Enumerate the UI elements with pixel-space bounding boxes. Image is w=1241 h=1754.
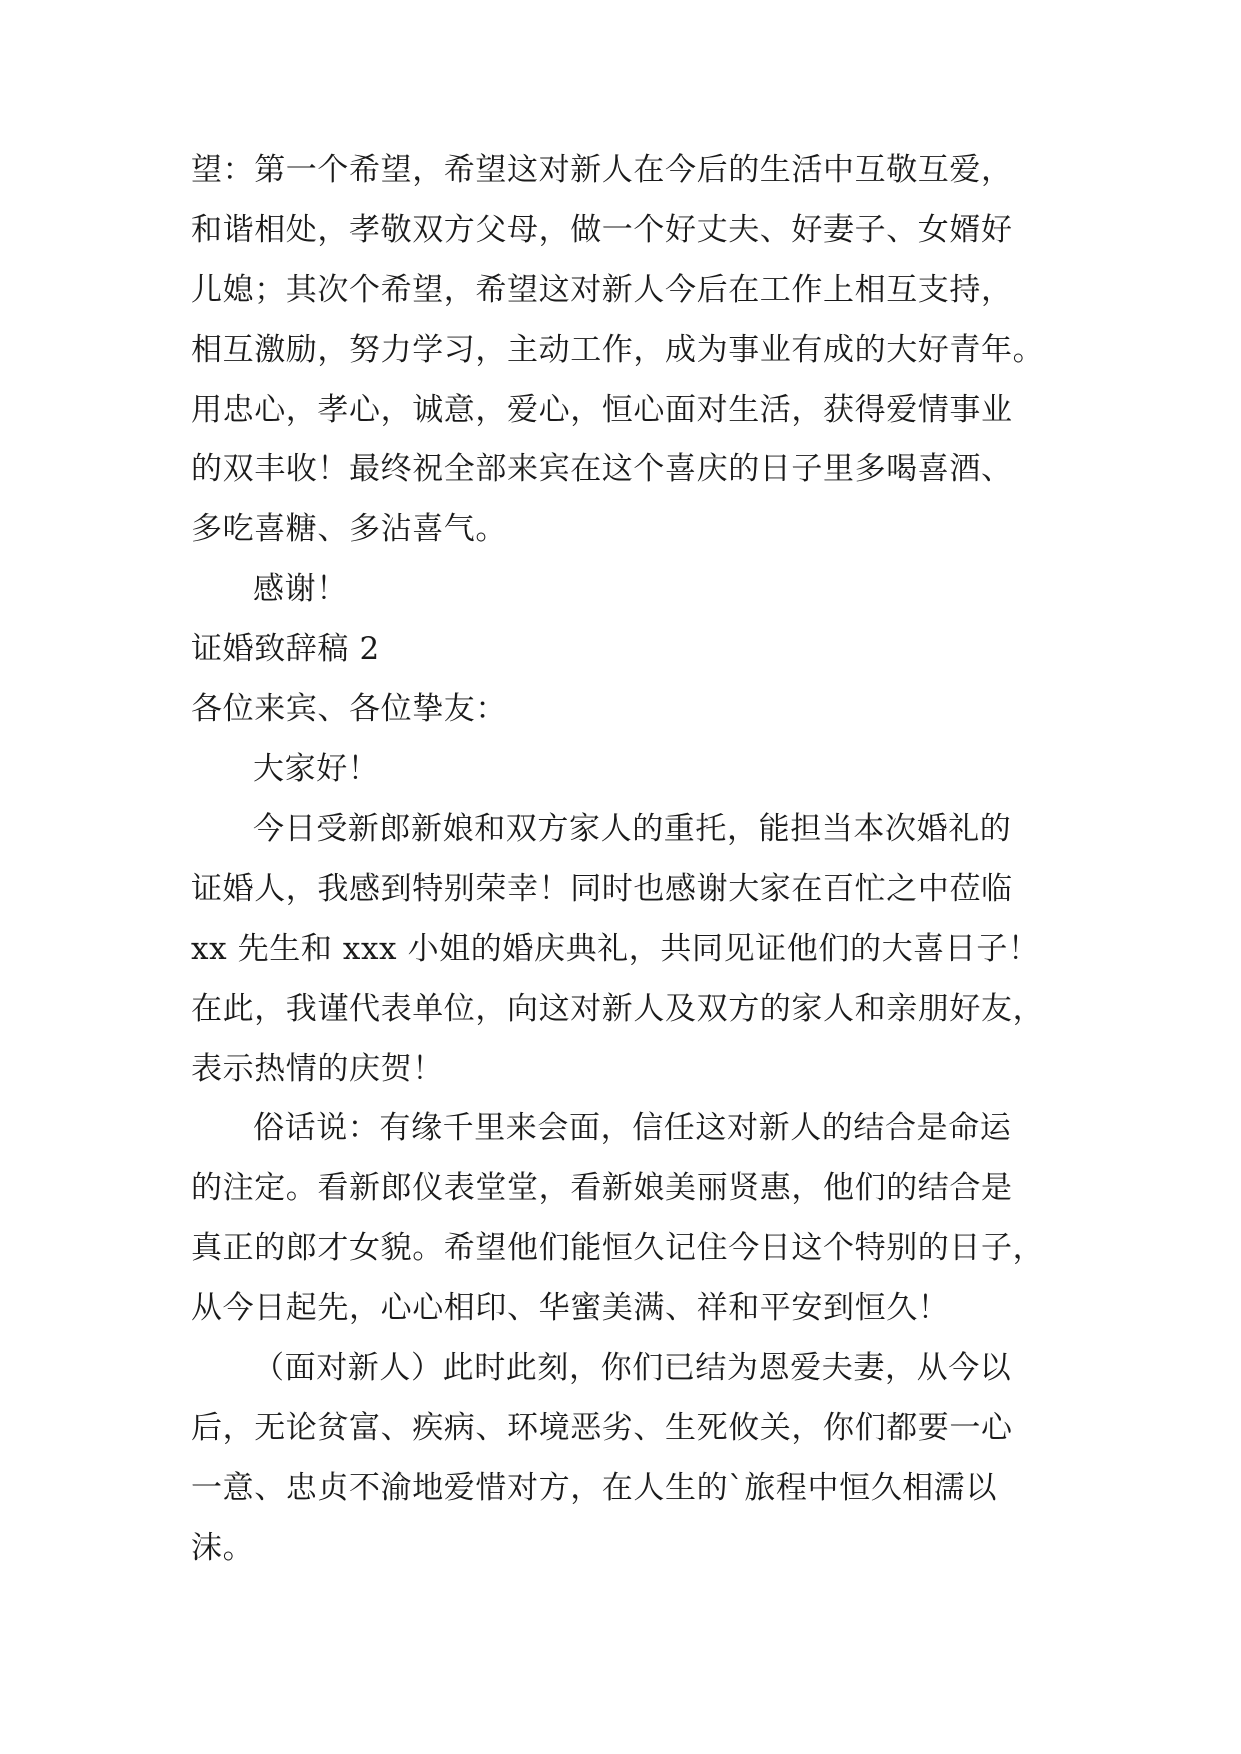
salutation: 各位来宾、各位挚友：	[191, 691, 507, 727]
paragraph-line: 相互激励，努力学习，主动工作，成为事业有成的大好青年。	[191, 332, 1045, 368]
thanks-line: 感谢！	[253, 571, 348, 607]
paragraph-line: 真正的郎才女貌。希望他们能恒久记住今日这个特别的日子，	[191, 1230, 1045, 1266]
paragraph-line: 沫。	[191, 1530, 255, 1566]
paragraph-line: 在此，我谨代表单位，向这对新人及双方的家人和亲朋好友，	[191, 991, 1045, 1027]
paragraph-line: 的双丰收！最终祝全部来宾在这个喜庆的日子里多喝喜酒、	[191, 451, 1013, 487]
section-heading: 证婚致辞稿 2	[191, 631, 380, 667]
paragraph-line: 从今日起先，心心相印、华蜜美满、祥和平安到恒久！	[191, 1290, 950, 1326]
paragraph-line: 望：第一个希望，希望这对新人在今后的生活中互敬互爱，	[191, 152, 1013, 188]
paragraph-line: 用忠心，孝心，诚意，爱心，恒心面对生活，获得爱情事业	[191, 392, 1013, 428]
paragraph-line: 和谐相处，孝敬双方父母，做一个好丈夫、好妻子、女婿好	[191, 212, 1013, 248]
greeting: 大家好！	[253, 751, 380, 787]
paragraph-line: xx 先生和 xxx 小姐的婚庆典礼，共同见证他们的大喜日子！	[191, 931, 1040, 967]
paragraph-line: 今日受新郎新娘和双方家人的重托，能担当本次婚礼的	[253, 811, 1012, 847]
paragraph-line: 多吃喜糖、多沾喜气。	[191, 511, 507, 547]
paragraph-line: 一意、忠贞不渝地爱惜对方，在人生的`旅程中恒久相濡以	[191, 1470, 998, 1506]
paragraph-line: 表示热情的庆贺！	[191, 1051, 444, 1087]
paragraph-line: （面对新人）此时此刻，你们已结为恩爱夫妻，从今以	[253, 1350, 1012, 1386]
paragraph-line: 证婚人，我感到特别荣幸！同时也感谢大家在百忙之中莅临	[191, 871, 1013, 907]
paragraph-line: 儿媳；其次个希望，希望这对新人今后在工作上相互支持，	[191, 272, 1013, 308]
paragraph-line: 的注定。看新郎仪表堂堂，看新娘美丽贤惠，他们的结合是	[191, 1170, 1013, 1206]
paragraph-line: 俗话说：有缘千里来会面，信任这对新人的结合是命运	[253, 1110, 1012, 1146]
paragraph-line: 后，无论贫富、疾病、环境恶劣、生死攸关，你们都要一心	[191, 1410, 1013, 1446]
